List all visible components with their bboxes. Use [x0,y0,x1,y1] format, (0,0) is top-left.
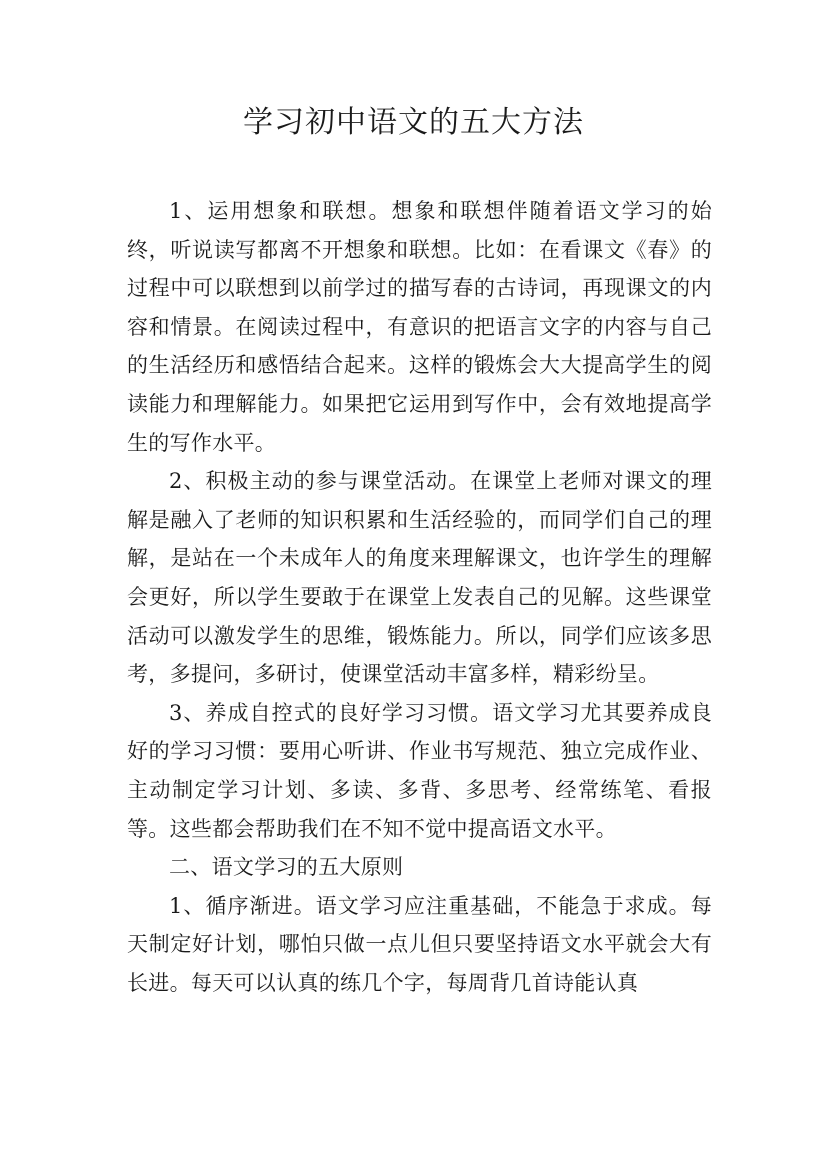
paragraph-method-1: 1、运用想象和联想。想象和联想伴随着语文学习的始终，听说读写都离不开想象和联想。比如：在看课文《春》的过程中可以联想到以前学过的描写春的古诗词，再现课文的内容和情景。在阅读过程中，有意识的把语言文字的内容与自己的生活经历和感悟结合起来。这样的锻炼会大大提高学生的阅读能力和理解能力。如果把它运用到写作中，会有效地提高学生的写作水平。 [127,199,712,455]
document-title: 学习初中语文的五大方法 [243,105,584,140]
paragraph-principle-1: 1、循序渐进。语文学习应注重基础，不能急于求成。每天制定好计划，哪怕只做一点儿但只要坚持语文水平就会大有长进。每天可以认真的练几个字，每周背几首诗能认真 [127,893,712,995]
paragraph-method-3: 3、养成自控式的良好学习习惯。语文学习尤其要养成良好的学习习惯：要用心听讲、作业书写规范、独立完成作业、主动制定学习计划、多读、多背、多思考、经常练笔、看报等。这些都会帮助我们在不知不觉中提高语文水平。 [127,700,712,841]
paragraph-method-2: 2、积极主动的参与课堂活动。在课堂上老师对课文的理解是融入了老师的知识积累和生活经验的，而同学们自己的理解，是站在一个未成年人的角度来理解课文，也许学生的理解会更好，所以学生要敢于在课堂上发表自己的见解。这些课堂活动可以激发学生的思维，锻炼能力。所以，同学们应该多思考，多提问，多研讨，使课堂活动丰富多样，精彩纷呈。 [127,469,712,687]
document-body [127,192,712,1002]
section-heading-principles: 二、语文学习的五大原则 [169,855,404,880]
